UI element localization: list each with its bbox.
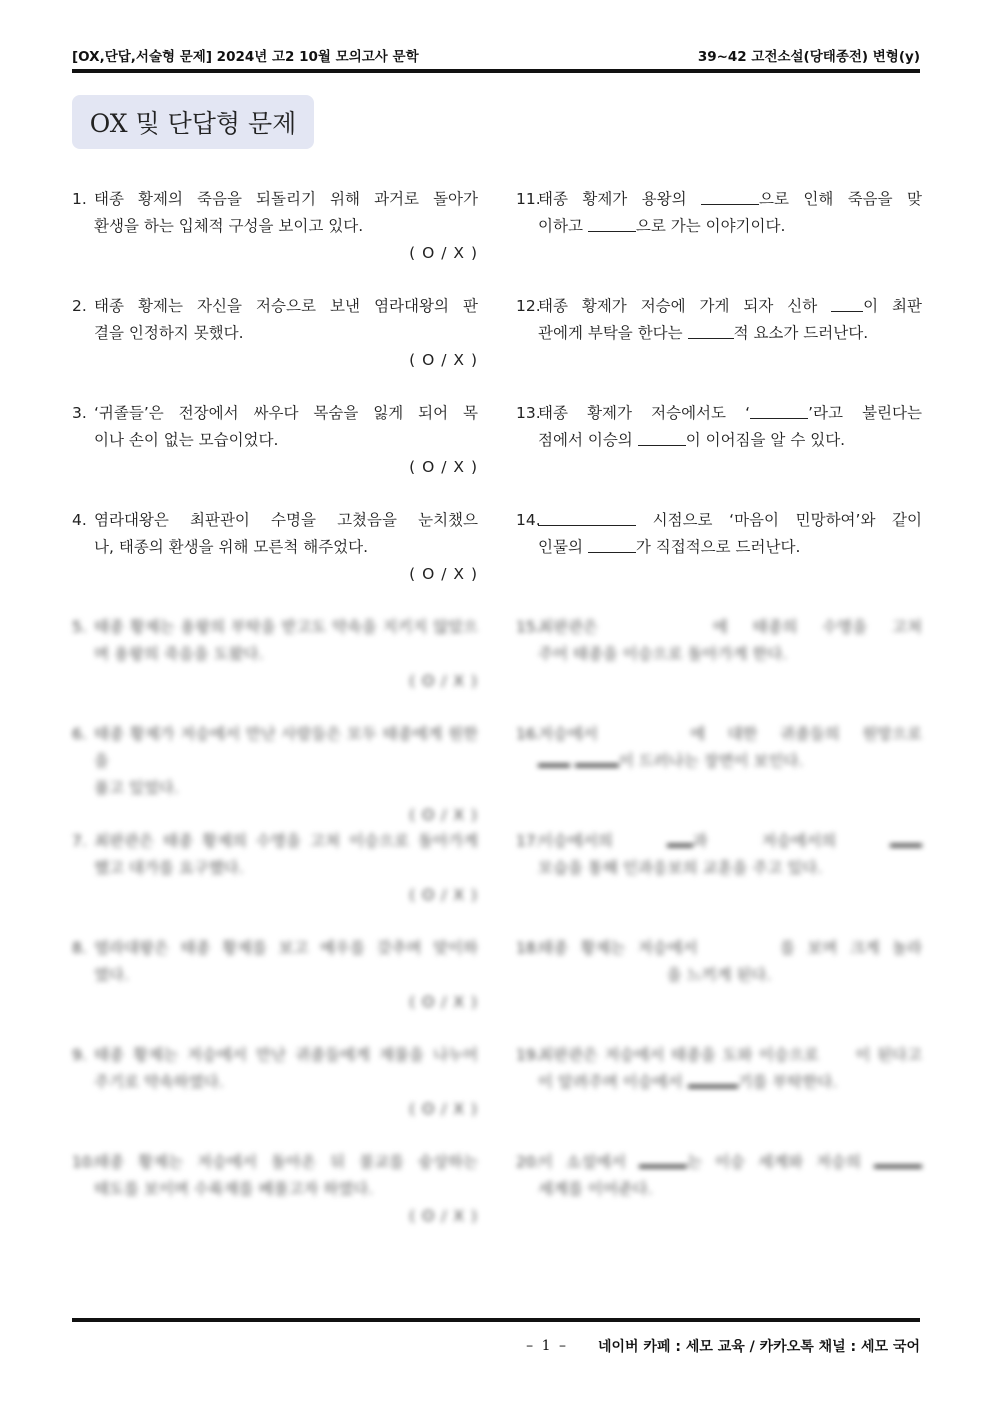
question-number: 12. xyxy=(516,297,541,315)
question-text-line2: 세계를 이어준다. xyxy=(538,1180,653,1198)
ox-question xyxy=(72,186,478,293)
footer-divider xyxy=(72,1318,920,1322)
question-number: 13. xyxy=(516,404,541,422)
question-number: 14. xyxy=(516,511,541,529)
answer-blank[interactable] xyxy=(688,1070,738,1088)
ox-question-blurred xyxy=(72,935,478,1042)
answer-blank[interactable] xyxy=(667,829,693,847)
ox-answer-mark: ( O / X ) xyxy=(409,244,478,262)
answer-blank[interactable] xyxy=(639,1150,687,1168)
question-number: 19. xyxy=(516,1046,541,1064)
question-number: 16. xyxy=(516,725,541,743)
question-text-line2: 태도를 보이며 수륙재를 베풀고자 하였다. xyxy=(94,1180,374,1198)
question-text-line2: 인물의 가 직접적으로 드러난다. xyxy=(538,538,801,556)
header-title: [OX,단답,서술형 문제] 2024년 고2 10월 모의고사 문학 xyxy=(72,49,419,65)
ox-question xyxy=(72,293,478,400)
short-answer-question xyxy=(516,400,922,507)
question-text-line1: 염라대왕은 태종 황제를 보고 예우를 갖추며 맞이하 xyxy=(94,939,478,957)
question-text-line1: 태종 황제가 저승에서 만난 사람들은 모두 태종에게 원한을 xyxy=(94,725,478,770)
header-subtitle: 39~42 고전소설(당태종전) 변형(y) xyxy=(697,49,920,65)
question-text-line1: 시점으로 ‘마음이 민망하여’와 같이 xyxy=(516,507,922,534)
question-text-line1: 태종 황제는 자신을 저승으로 보낸 염라대왕의 판 xyxy=(94,297,478,315)
question-text-line2: 며 용왕의 죽음을 도왔다. xyxy=(94,645,264,663)
answer-blank[interactable] xyxy=(890,829,922,847)
page-number: – 1 – xyxy=(526,1338,568,1354)
answer-blank[interactable] xyxy=(538,510,636,526)
question-text-line2: 였다. xyxy=(94,966,129,984)
question-text-line1: 태종 황제가 저승에 가게 되자 신하 이 최판 xyxy=(538,297,922,315)
ox-question-column xyxy=(72,186,478,1256)
ox-question-blurred xyxy=(72,1149,478,1256)
question-text-line1: ‘귀졸들’은 전장에서 싸우다 목숨을 잃게 되어 목 xyxy=(94,404,478,422)
answer-blank[interactable] xyxy=(826,1043,856,1061)
answer-blank[interactable] xyxy=(620,722,690,740)
question-text-line2: 주기로 약속하였다. xyxy=(94,1073,224,1091)
short-answer-question-blurred xyxy=(516,614,922,721)
question-number: 6. xyxy=(72,725,87,743)
answer-blank[interactable] xyxy=(623,615,713,633)
ox-answer-mark: ( O / X ) xyxy=(409,886,478,904)
question-number: 17. xyxy=(516,832,541,850)
page-header xyxy=(72,44,920,66)
ox-question-blurred xyxy=(72,721,478,828)
question-text-line2: 모습을 통해 인과응보의 교훈을 주고 있다. xyxy=(538,859,823,877)
question-number: 18. xyxy=(516,939,541,957)
question-text-line2: 나, 태종의 환생을 위해 모른척 해주었다. xyxy=(94,538,369,556)
question-text-line1: 최판관은 태종 황제의 수명을 고쳐 이승으로 돌아가게 xyxy=(94,832,478,850)
section-title: OX 및 단답형 문제 xyxy=(72,95,314,149)
page-footer xyxy=(72,1336,920,1356)
answer-blank[interactable] xyxy=(538,749,570,767)
question-number: 4. xyxy=(72,511,87,529)
question-number: 11. xyxy=(516,190,541,208)
short-answer-question xyxy=(516,293,922,400)
ox-answer-mark: ( O / X ) xyxy=(409,565,478,583)
question-text-line2: 이 드러나는 장면이 보인다. xyxy=(516,748,922,775)
answer-blank[interactable] xyxy=(710,936,780,954)
question-text-line2: 환생을 하는 입체적 구성을 보이고 있다. xyxy=(94,217,364,235)
ox-answer-mark: ( O / X ) xyxy=(409,993,478,1011)
answer-blank[interactable] xyxy=(638,430,686,446)
question-text-line1: 이승에서의 과 저승에서의 xyxy=(516,828,922,855)
question-text-line1: 저승에서 에 대한 귀졸들의 원망으로 xyxy=(516,721,922,748)
question-number: 7. xyxy=(72,832,87,850)
answer-blank[interactable] xyxy=(688,323,734,339)
short-answer-question-blurred xyxy=(516,828,922,935)
question-text-line1: 태종 황제의 죽음을 되돌리기 위해 과거로 돌아가 xyxy=(94,190,478,208)
answer-blank[interactable] xyxy=(874,1150,922,1168)
short-answer-question-blurred xyxy=(516,1149,922,1256)
question-text-line1: 태종 황제는 용왕의 부탁을 받고도 약속을 지키지 않았으 xyxy=(94,618,478,636)
question-text-line1: 염라대왕은 최판관이 수명을 고쳤음을 눈치챘으 xyxy=(94,511,478,529)
header-divider xyxy=(72,69,920,73)
question-text-line1: 태종 황제가 저승에서도 ‘ ’라고 불린다는 xyxy=(538,404,922,422)
ox-answer-mark: ( O / X ) xyxy=(409,1207,478,1225)
question-text-line1: 태종 황제는 저승에서 만난 귀졸들에게 재물을 나누어 xyxy=(94,1046,478,1064)
ox-answer-mark: ( O / X ) xyxy=(409,1100,478,1118)
question-text-line2: 품고 있었다. xyxy=(94,779,179,797)
short-answer-column xyxy=(516,186,922,1256)
question-text-line2: 이나 손이 없는 모습이었다. xyxy=(94,431,279,449)
question-text-line2: 이하고 으로 가는 이야기이다. xyxy=(538,217,786,235)
ox-question-blurred xyxy=(72,1042,478,1149)
answer-blank[interactable] xyxy=(750,403,808,419)
question-number: 10. xyxy=(72,1153,97,1171)
question-text-line2: 했고 대가를 요구했다. xyxy=(94,859,244,877)
short-answer-question-blurred xyxy=(516,721,922,828)
question-number: 15. xyxy=(516,618,541,636)
ox-question xyxy=(72,507,478,614)
ox-answer-mark: ( O / X ) xyxy=(409,351,478,369)
question-text-line1: 최판관은 에 태종의 수명을 고쳐 xyxy=(516,614,922,641)
question-text-line1: 태종 황제가 용왕의 으로 인해 죽음을 맞 xyxy=(538,190,922,208)
question-number: 8. xyxy=(72,939,87,957)
ox-answer-mark: ( O / X ) xyxy=(409,458,478,476)
question-number: 20. xyxy=(516,1153,541,1171)
question-number: 3. xyxy=(72,404,87,422)
question-text-line2: 을 느끼게 된다. xyxy=(666,966,772,984)
answer-blank[interactable] xyxy=(588,216,636,232)
question-number: 1. xyxy=(72,190,87,208)
question-text-line2: 결을 인정하지 못했다. xyxy=(94,324,244,342)
answer-blank[interactable] xyxy=(701,189,759,205)
answer-blank[interactable] xyxy=(575,749,619,767)
short-answer-question-blurred xyxy=(516,935,922,1042)
short-answer-question-blurred xyxy=(516,1042,922,1149)
short-answer-question xyxy=(516,186,922,293)
question-text-line2: 주어 태종을 이승으로 돌아가게 한다. xyxy=(538,645,788,663)
question-text-line1: 이 소설에서 는 이승 세계와 저승의 xyxy=(516,1149,922,1176)
question-number: 9. xyxy=(72,1046,87,1064)
ox-question xyxy=(72,400,478,507)
question-text-line1: 태종 황제는 저승에서 를 보며 크게 놀라 xyxy=(516,935,922,962)
question-number: 2. xyxy=(72,297,87,315)
question-text-line1: 최판관은 저승에서 태종을 도와 이승으로 이 된다고 xyxy=(516,1042,922,1069)
question-text-line2: 관에게 부탁을 한다는 적 요소가 드러난다. xyxy=(538,324,869,342)
question-text-line2: 이 알려주며 이승에서 기를 부탁한다. xyxy=(516,1069,922,1096)
ox-answer-mark: ( O / X ) xyxy=(409,806,478,824)
question-text-line1: 태종 황제는 저승에서 돌아온 뒤 불교를 숭상하는 xyxy=(94,1153,478,1171)
ox-answer-mark: ( O / X ) xyxy=(409,672,478,690)
question-number: 5. xyxy=(72,618,87,636)
answer-blank[interactable] xyxy=(831,296,863,312)
footer-credit: 네이버 카페 : 세모 교육 / 카카오톡 채널 : 세모 국어 xyxy=(597,1339,920,1355)
question-text-line2: 점에서 이승의 이 이어짐을 알 수 있다. xyxy=(538,431,846,449)
ox-question-blurred xyxy=(72,828,478,935)
answer-blank[interactable] xyxy=(588,537,636,553)
short-answer-question xyxy=(516,507,922,614)
ox-question-blurred xyxy=(72,614,478,721)
